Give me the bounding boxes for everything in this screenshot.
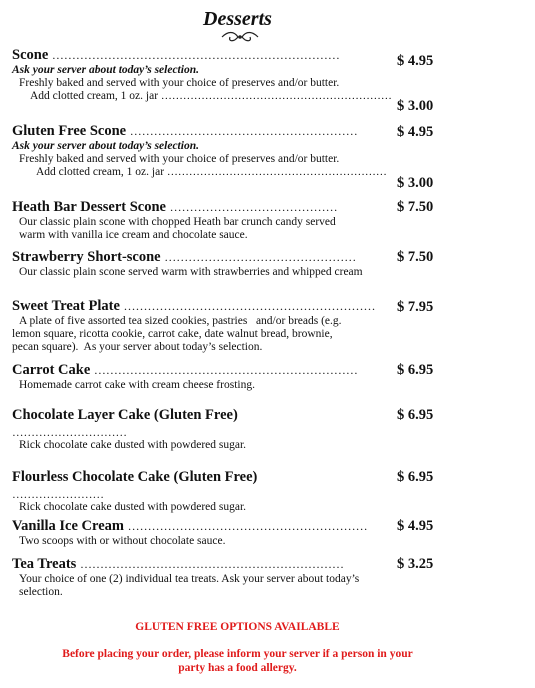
menu-item-gluten-free-scone (12, 123, 522, 179)
addon-price: $ 3.00 (397, 175, 434, 191)
menu-item-sweet-treat-plate (12, 298, 522, 354)
item-description: Two scoops with or without chocolate sauce. (19, 535, 226, 547)
item-price: $ 4.95 (397, 518, 434, 534)
item-price: $ 7.50 (397, 249, 434, 265)
leader-dots: ……………………………………………………… (123, 299, 376, 313)
leader-dots: …………………… (12, 489, 104, 501)
item-addon (12, 90, 522, 103)
item-note: Ask your server about today’s selection. (12, 64, 199, 76)
menu-item-tea-treats (12, 556, 522, 599)
leader-dots: …………………………………………………… (127, 519, 368, 533)
item-price: $ 7.50 (397, 199, 434, 215)
item-price: $ 7.95 (397, 299, 434, 315)
allergy-notice-line-1: Before placing your order, please inform your server if a person in your (62, 648, 413, 660)
item-description: Rick chocolate cake dusted with powdered sugar. (19, 439, 247, 451)
addon-label: Add clotted cream, 1 oz. jar (30, 90, 159, 102)
item-name: Gluten Free Scone (12, 123, 127, 139)
item-description: Freshly baked and served with your choice of preserves and/or butter. (19, 153, 340, 165)
item-price: $ 4.95 (397, 124, 434, 140)
leader-dots: …………………………………………………… (166, 166, 387, 178)
item-name: Heath Bar Dessert Scone (12, 199, 166, 215)
leader-dots: ………………………… (12, 427, 127, 439)
menu-item-flourless-chocolate-cake (12, 469, 522, 514)
leader-dots: ………………………………………… (164, 250, 357, 264)
menu-title: Desserts (203, 8, 272, 30)
menu-item-carrot-cake (12, 362, 522, 392)
item-description: Rick chocolate cake dusted with powdered sugar. (19, 501, 247, 513)
menu-item-chocolate-layer-cake (12, 407, 522, 452)
item-description: Homemade carrot cake with cream cheese frosting. (19, 379, 255, 391)
item-addon (12, 166, 522, 179)
item-name: Tea Treats (12, 556, 77, 572)
item-price: $ 4.95 (397, 53, 434, 69)
leader-dots: ……………………………………………………………… (51, 48, 340, 62)
item-name: Chocolate Layer Cake (Gluten Free) (12, 407, 238, 423)
addon-label: Add clotted cream, 1 oz. jar (36, 166, 165, 178)
leader-dots: ……………………………………………………… (160, 90, 392, 102)
item-description: Freshly baked and served with your choice of preserves and/or butter. (19, 77, 340, 89)
menu-item-scone (12, 47, 522, 103)
item-note: Ask your server about today’s selection. (12, 140, 199, 152)
gluten-free-notice: GLUTEN FREE OPTIONS AVAILABLE (135, 621, 340, 633)
item-price: $ 6.95 (397, 362, 434, 378)
item-description: A plate of five assorted tea sized cookies, pastries and/or breads (e.g. lemon square, ricotta cookie, carrot cake, date walnut bread, brownie, pecan square). As your server about today’s selection. (12, 315, 347, 353)
leader-dots: ………………………………………………………… (79, 557, 344, 571)
addon-price: $ 3.00 (397, 98, 434, 114)
item-name: Carrot Cake (12, 362, 91, 378)
item-name: Scone (12, 47, 49, 63)
leader-dots: …………………………………… (169, 200, 338, 214)
item-description: Our classic plain scone served warm with strawberries and whipped cream (19, 266, 363, 278)
item-name: Strawberry Short-scone (12, 249, 161, 265)
item-description: Your choice of one (2) individual tea treats. Ask your server about today’s selection. (19, 573, 360, 598)
menu-item-heath-bar-scone (12, 199, 522, 242)
flourish-ornament (220, 30, 260, 44)
menu-item-vanilla-ice-cream (12, 518, 522, 548)
item-price: $ 6.95 (397, 469, 434, 485)
leader-dots: ………………………………………………… (129, 124, 358, 138)
item-price: $ 3.25 (397, 556, 434, 572)
item-name: Sweet Treat Plate (12, 298, 120, 314)
item-name: Flourless Chocolate Cake (Gluten Free) (12, 469, 258, 485)
leader-dots: ………………………………………………………… (93, 363, 358, 377)
item-price: $ 6.95 (397, 407, 434, 423)
item-name: Vanilla Ice Cream (12, 518, 124, 534)
allergy-notice-line-2: party has a food allergy. (178, 662, 297, 674)
menu-item-strawberry-short-scone (12, 249, 522, 279)
item-description: Our classic plain scone with chopped Heath bar crunch candy served warm with vanilla ice cream and chocolate sauce. (19, 216, 336, 241)
